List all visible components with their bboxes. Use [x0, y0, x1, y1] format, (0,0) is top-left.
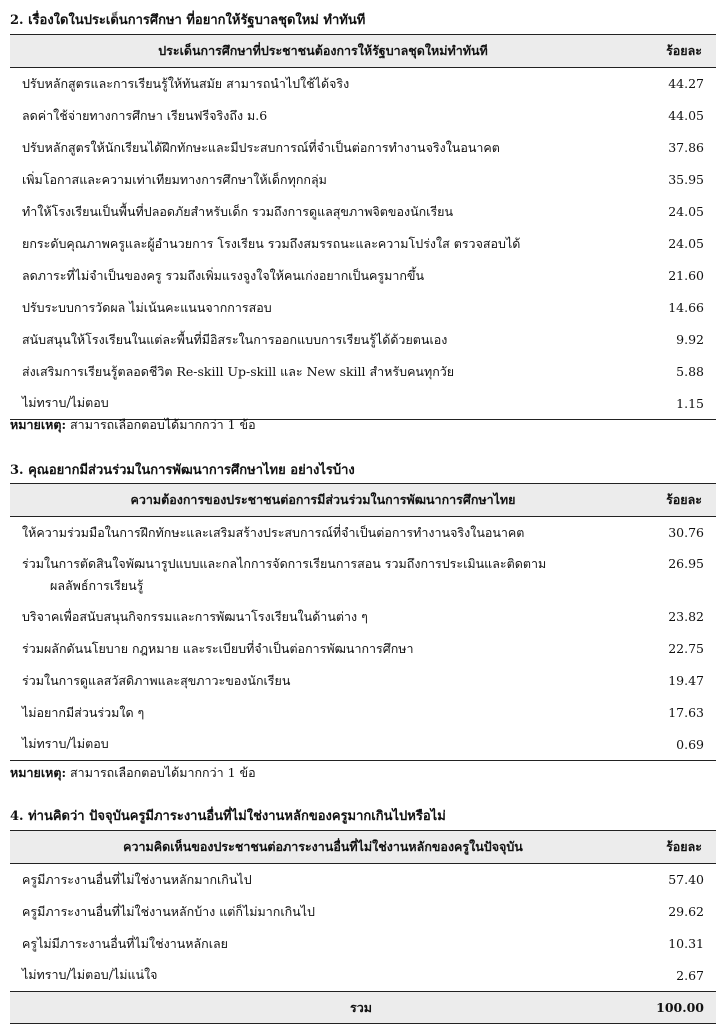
row-value: 2.67 [676, 967, 704, 983]
row-value: 19.47 [668, 673, 704, 688]
row-label: ทำให้โรงเรียนเป็นพื้นที่ปลอดภัยสำหรับเด็ก รวมถึงการดูแลสุขภาพจิตของนักเรียน [22, 203, 454, 219]
column-header-description: ความคิดเห็นของประชาชนต่อภาระงานอื่นที่ไม่ใช่งานหลักของครูในปัจจุบัน [10, 831, 622, 864]
total-value: 100.00 [622, 992, 716, 1024]
row-label: ร่วมผลักดันนโยบาย กฎหมาย และระเบียบที่จำเป็นต่อการพัฒนาการศึกษา [22, 640, 414, 656]
table-row [10, 100, 716, 132]
row-value: 14.66 [668, 300, 704, 315]
row-value: 5.88 [676, 364, 704, 379]
row-value: 29.62 [668, 904, 704, 919]
row-value: 10.31 [668, 936, 704, 951]
row-value: 30.76 [668, 525, 704, 541]
column-header-percent: ร้อยละ [622, 831, 716, 864]
row-value: 57.40 [668, 872, 704, 888]
section-2-title: 2. เรื่องใดในประเด็นการศึกษา ที่อยากให้รัฐบาลชุดใหม่ ทำทันที [10, 13, 366, 28]
row-label: ให้ความร่วมมือในการฝึกทักษะและเสริมสร้างประสบการณ์ที่จำเป็นต่อการทำงานจริงในอนาคต [22, 524, 525, 540]
row-label: ครูมีภาระงานอื่นที่ไม่ใช่งานหลักบ้าง แต่ก็ไม่มากเกินไป [22, 903, 315, 919]
section-3-table [10, 483, 716, 761]
row-label-multiline [10, 549, 622, 601]
table-row [10, 697, 716, 729]
table-row [10, 896, 716, 928]
table-row [10, 196, 716, 228]
row-label: บริจาคเพื่อสนับสนุนกิจกรรมและการพัฒนาโรงเรียนในด้านต่าง ๆ [22, 608, 368, 624]
row-value: 24.05 [668, 204, 704, 219]
table-row [10, 517, 716, 549]
table-row [10, 729, 716, 761]
table-header [10, 831, 716, 864]
row-value: 9.92 [676, 332, 704, 347]
note-text: สามารถเลือกตอบได้มากกว่า 1 ข้อ [66, 765, 256, 780]
row-label: ปรับหลักสูตรให้นักเรียนได้ฝึกทักษะและมีประสบการณ์ที่จำเป็นต่อการทำงานจริงในอนาคต [22, 139, 500, 155]
table-row [10, 68, 716, 100]
note-label: หมายเหตุ: [10, 417, 67, 432]
table-header [10, 35, 716, 68]
row-label-continuation: ผลลัพธ์การเรียนรู้ [50, 577, 144, 593]
row-label: ไม่ทราบ/ไม่ตอบ/ไม่แน่ใจ [22, 967, 158, 983]
section-4-table [10, 830, 716, 1024]
row-value: 24.05 [668, 236, 704, 251]
row-label: ไม่ทราบ/ไม่ตอบ [10, 729, 622, 761]
row-value: 44.27 [668, 76, 704, 92]
row-label: ส่งเสริมการเรียนรู้ตลอดชีวิต Re-skill Up-skill และ New skill สำหรับคนทุกวัย [22, 363, 455, 379]
row-label: ปรับระบบการวัดผล ไม่เน้นคะแนนจากการสอบ [22, 299, 272, 315]
table-row [10, 633, 716, 665]
section-2-table [10, 34, 716, 420]
row-label: ลดภาระที่ไม่จำเป็นของครู รวมถึงเพิ่มแรงจูงใจให้คนเก่งอยากเป็นครูมากขึ้น [22, 267, 425, 283]
row-label: ยกระดับคุณภาพครูและผู้อำนวยการ โรงเรียน รวมถึงสมรรถนะและความโปร่งใส ตรวจสอบได้ [22, 235, 521, 251]
row-value: 21.60 [668, 268, 704, 283]
row-value: 1.15 [622, 388, 716, 420]
table-header [10, 484, 716, 517]
table-row [10, 864, 716, 896]
table-row [10, 549, 716, 601]
row-value: 22.75 [668, 641, 704, 656]
row-label: ไม่ทราบ/ไม่ตอบ [10, 388, 622, 420]
total-label: รวม [10, 992, 622, 1024]
row-label: ร่วมในการตัดสินใจพัฒนารูปแบบและกลไกการจัดการเรียนการสอน รวมถึงการประเมินและติดตาม [22, 555, 547, 571]
column-header-description: ประเด็นการศึกษาที่ประชาชนต้องการให้รัฐบาลชุดใหม่ทำทันที [10, 35, 622, 68]
table-row [10, 228, 716, 260]
row-value: 37.86 [668, 140, 704, 155]
row-label: ครูมีภาระงานอื่นที่ไม่ใช่งานหลักมากเกินไป [22, 871, 252, 887]
section-4-title: 4. ท่านคิดว่า ปัจจุบันครูมีภาระงานอื่นที่ไม่ใช่งานหลักของครูมากเกินไปหรือไม่ [10, 809, 446, 824]
table-row [10, 292, 716, 324]
row-value: 17.63 [668, 705, 704, 720]
table-row [10, 132, 716, 164]
section-3-note [10, 763, 256, 783]
column-header-percent: ร้อยละ [622, 35, 716, 68]
table-row [10, 356, 716, 388]
table-row [10, 960, 716, 992]
row-label: เพิ่มโอกาสและความเท่าเทียมทางการศึกษาให้เด็กทุกกลุ่ม [22, 171, 327, 187]
row-label: สนับสนุนให้โรงเรียนในแต่ละพื้นที่มีอิสระในการออกแบบการเรียนรู้ได้ด้วยตนเอง [22, 331, 448, 347]
table-row [10, 260, 716, 292]
table-row [10, 164, 716, 196]
table-row [10, 928, 716, 960]
table-row [10, 665, 716, 697]
table-row [10, 601, 716, 633]
section-3-title: 3. คุณอยากมีส่วนร่วมในการพัฒนาการศึกษาไทย อย่างไรบ้าง [10, 463, 355, 478]
row-label: ปรับหลักสูตรและการเรียนรู้ให้ทันสมัย สามารถนำไปใช้ได้จริง [22, 75, 350, 91]
row-label: ลดค่าใช้จ่ายทางการศึกษา เรียนฟรีจริงถึง ม.6 [22, 107, 268, 123]
note-text: สามารถเลือกตอบได้มากกว่า 1 ข้อ [66, 417, 256, 432]
section-2-note [10, 415, 256, 435]
note-label: หมายเหตุ: [10, 765, 67, 780]
table-row [10, 324, 716, 356]
row-value: 44.05 [668, 108, 704, 123]
column-header-description: ความต้องการของประชาชนต่อการมีส่วนร่วมในการพัฒนาการศึกษาไทย [10, 484, 622, 517]
row-value: 0.69 [622, 729, 716, 761]
row-label: ร่วมในการดูแลสวัสดิภาพและสุขภาวะของนักเรียน [22, 672, 291, 688]
total-row [10, 992, 716, 1024]
row-value: 23.82 [668, 609, 704, 624]
row-value: 35.95 [668, 172, 704, 187]
row-value: 26.95 [668, 555, 704, 571]
row-label: ครูไม่มีภาระงานอื่นที่ไม่ใช่งานหลักเลย [22, 935, 228, 951]
column-header-percent: ร้อยละ [622, 484, 716, 517]
row-label: ไม่อยากมีส่วนร่วมใด ๆ [22, 704, 145, 720]
